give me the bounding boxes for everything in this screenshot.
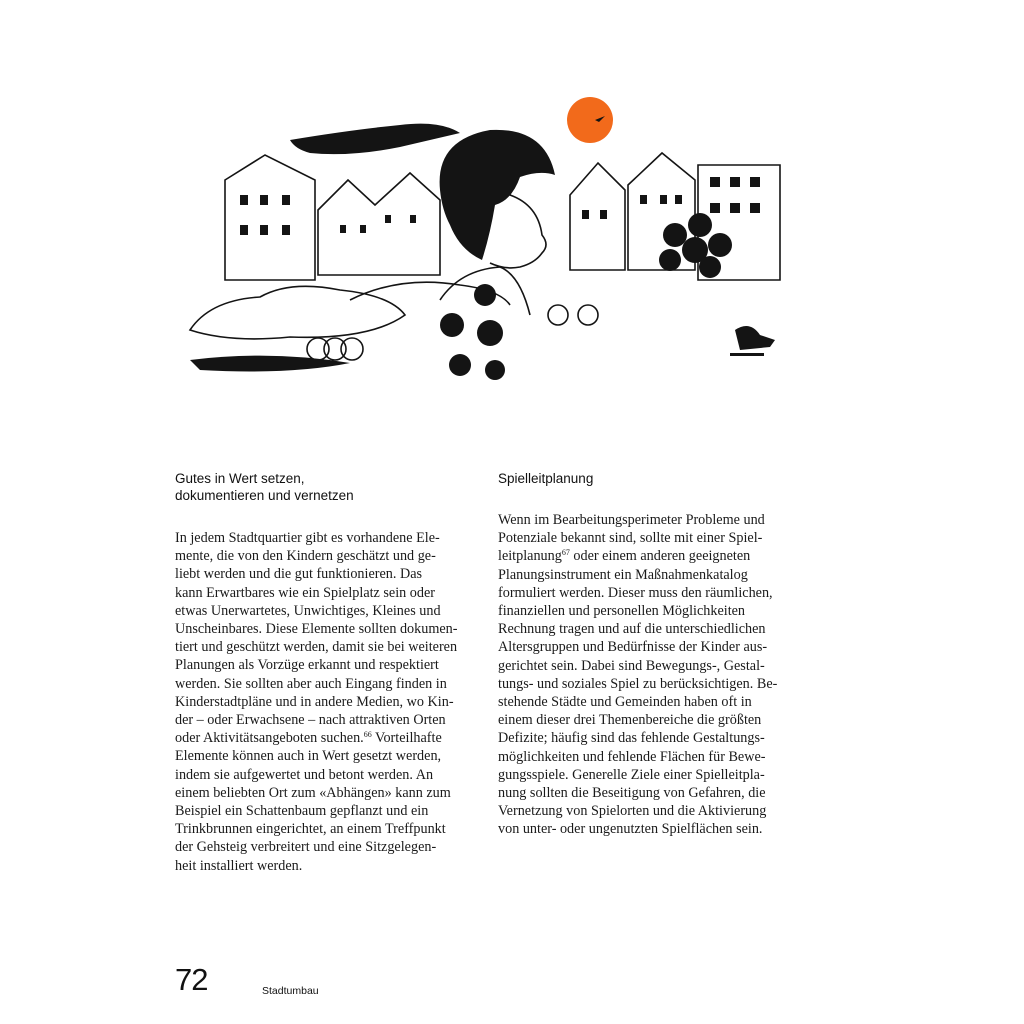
ground-stroke	[190, 356, 350, 372]
text-line: Rechnung tragen und auf die unterschiedlichen	[498, 621, 766, 638]
wheel	[324, 338, 346, 360]
text-line: Planungsinstrument ein Maßnahmenkatalog	[498, 566, 748, 583]
text-line: nung sollten die Beseitigung von Gefahren, die	[498, 785, 766, 802]
text-line: der Gehsteig verbreitert und eine Sitzgelegen-	[175, 839, 437, 856]
text-line: mente, die von den Kindern geschätzt und ge-	[175, 548, 436, 565]
text-fragment: oder Aktivitätsangeboten suchen.	[175, 730, 364, 747]
text-line: In jedem Stadtquartier gibt es vorhandene Ele-	[175, 530, 440, 546]
child-hair	[440, 130, 555, 260]
text-line: Wenn im Bearbeitungsperimeter Probleme und	[498, 512, 765, 528]
left-body-text	[175, 529, 485, 875]
car-outline	[190, 286, 405, 339]
wheel	[341, 338, 363, 360]
text-line: gerichtet sein. Dabei sind Bewegungs-, Gestal-	[498, 657, 765, 674]
text-line: von unter- oder ungenutzten Spielflächen sein.	[498, 821, 763, 838]
section-title: Stadtumbau	[262, 985, 319, 997]
right-column	[498, 470, 808, 839]
text-line-with-footnote	[175, 729, 485, 747]
sun	[567, 97, 613, 143]
text-line: Altersgruppen und Bedürfnisse der Kinder aus-	[498, 639, 768, 656]
text-line: Beispiel ein Schattenbaum gepflanzt und ein	[175, 803, 429, 820]
sky-brushstroke	[290, 124, 460, 155]
text-line: Defizite; häufig sind das fehlende Gestaltungs-	[498, 730, 765, 747]
text-fragment: Vorteilhafte	[371, 730, 442, 747]
text-line: Planungen als Vorzüge erkannt und respektiert	[175, 657, 439, 674]
text-line: kann Erwartbares wie ein Spielplatz sein oder	[175, 584, 436, 601]
bike-wheel	[578, 305, 598, 325]
text-line: tiert und geschützt werden, damit sie bei weiteren	[175, 639, 458, 656]
text-line: Trinkbrunnen eingerichtet, an einem Treffpunkt	[175, 821, 446, 838]
text-line: etwas Unerwartetes, Unwichtiges, Kleines und	[175, 602, 441, 619]
text-line: liebt werden und die gut funktionieren. Das	[175, 566, 423, 583]
text-line: Vernetzung von Spielorten und die Aktivierung	[498, 803, 767, 820]
heading-line: dokumentieren und vernetzen	[175, 488, 354, 503]
text-fragment: oder einem anderen geeigneten	[569, 548, 751, 565]
text-line: möglichkeiten und fehlende Flächen für Bewe-	[498, 748, 766, 765]
text-line: einem dieser drei Themenbereiche die größten	[498, 712, 762, 729]
right-body-text	[498, 511, 808, 839]
building-right-1	[570, 163, 625, 270]
wheel	[307, 338, 329, 360]
footnote-ref-67[interactable]: 67	[561, 548, 570, 558]
heading-line: Gutes in Wert setzen,	[175, 471, 305, 486]
text-line: einem beliebten Ort zum «Abhängen» kann zum	[175, 784, 451, 801]
text-line: finanziellen und personellen Möglichkeiten	[498, 603, 746, 620]
text-line: Unscheinbares. Diese Elemente sollten dokumen-	[175, 621, 458, 638]
text-line: tungs- und soziales Spiel zu berücksichtigen. Be-	[498, 675, 778, 692]
text-line: Kinderstadtpläne und in andere Medien, wo Kin-	[175, 693, 454, 710]
text-line: stehende Städte und Gemeinden haben oft in	[498, 694, 752, 711]
text-line: Potenziale bekannt sind, sollte mit einer Spiel-	[498, 530, 763, 547]
left-heading	[175, 470, 485, 504]
city-scene-illustration	[170, 85, 830, 405]
text-line: gungsspiele. Generelle Ziele einer Spielleitpla-	[498, 766, 765, 783]
text-line: werden. Sie sollten aber auch Eingang finden in	[175, 675, 447, 692]
building-middle	[318, 173, 440, 275]
building-left	[225, 155, 315, 280]
right-heading: Spielleitplanung	[498, 471, 594, 486]
left-column	[175, 470, 485, 875]
text-line: formuliert werden. Dieser muss den räumlichen,	[498, 584, 773, 601]
text-line: der – oder Erwachsene – nach attraktiven Orten	[175, 712, 446, 729]
footnote-ref-66[interactable]: 66	[363, 730, 372, 740]
page-number: 72	[175, 962, 208, 997]
bike-wheel	[548, 305, 568, 325]
text-line-with-footnote	[498, 547, 808, 565]
text-line: indem sie aufgewertet und betont werden. An	[175, 766, 434, 783]
text-fragment: leitplanung	[498, 548, 562, 565]
text-line: heit installiert werden.	[175, 857, 303, 874]
skateboarder	[735, 326, 775, 350]
text-line: Elemente können auch in Wert gesetzt werden,	[175, 748, 442, 765]
